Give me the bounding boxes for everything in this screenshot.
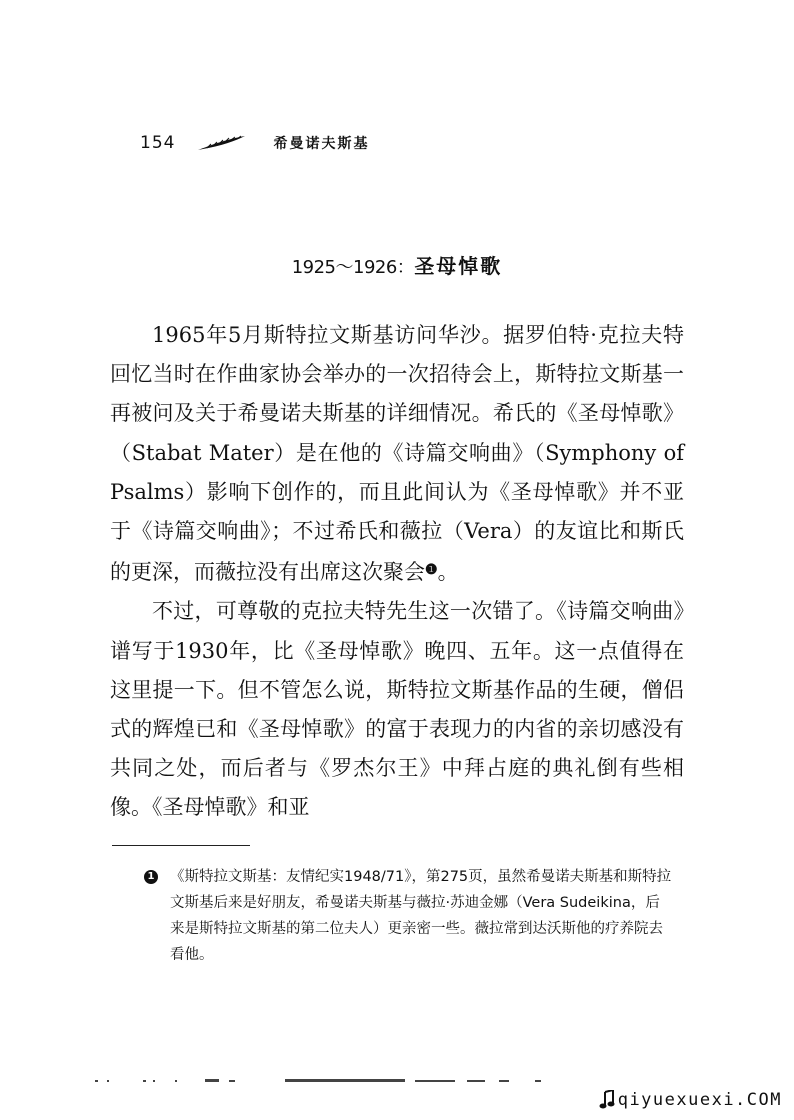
footnote-reference[interactable]: ❶ bbox=[425, 562, 438, 579]
paragraph-1-text: 1965年5月斯特拉文斯基访问华沙。据罗伯特·克拉夫特回忆当时在作曲家协会举办的一次招待会上，斯特拉文斯基一再被问及关于希曼诺夫斯基的详细情况。希氏的《圣母悼歌》（Stabat Mater）是在他的《诗篇交响曲》（Symphony of Psalms）影响下创作的，而且此间认为《圣母悼歌》并不亚于《诗篇交响曲》；不过希氏和薇拉（Vera）的友谊比和斯氏的更深，而薇拉没有出席这次聚会 bbox=[110, 323, 684, 585]
footnote-text: 《斯特拉文斯基：友情纪实1948/71》，第275页，虽然希曼诺夫斯基和斯特拉文斯基后来是好朋友，希曼诺夫斯基与薇拉·苏迪金娜（Vera Sudeikina，后来是斯特拉文斯基的第二位夫人）更亲密一些。薇拉常到达沃斯他的疗养院去看他。 bbox=[170, 869, 672, 963]
watermark bbox=[599, 1090, 782, 1110]
running-title: 希曼诺夫斯基 bbox=[273, 136, 370, 152]
paragraph-1-end: 。 bbox=[437, 560, 459, 585]
scan-artifact bbox=[95, 1078, 555, 1084]
footnote bbox=[144, 864, 674, 968]
paragraph-1 bbox=[110, 316, 684, 592]
section-heading bbox=[0, 250, 794, 279]
footnote-divider bbox=[112, 845, 250, 846]
body-text bbox=[110, 316, 684, 828]
music-note-icon bbox=[599, 1090, 615, 1110]
paragraph-2: 不过，可尊敬的克拉夫特先生这一次错了。《诗篇交响曲》谱写于1930年，比《圣母悼歌》晚四、五年。这一点值得在这里提一下。但不管怎么说，斯特拉文斯基作品的生硬，僧侣式的辉煌已和《圣母悼歌》的富于表现力的内省的亲切感没有共同之处，而后者与《罗杰尔王》中拜占庭的典礼倒有些相像。《圣母悼歌》和亚 bbox=[110, 599, 684, 820]
section-years: 1925～1926： bbox=[291, 257, 415, 278]
quill-ornament-icon bbox=[197, 134, 247, 152]
watermark-text: qiyuexuexi.COM bbox=[617, 1090, 782, 1110]
section-title: 圣母悼歌 bbox=[414, 254, 503, 278]
footnote-number: 1 bbox=[144, 870, 158, 884]
page-number: 154 bbox=[140, 133, 176, 153]
page-header bbox=[140, 128, 369, 158]
